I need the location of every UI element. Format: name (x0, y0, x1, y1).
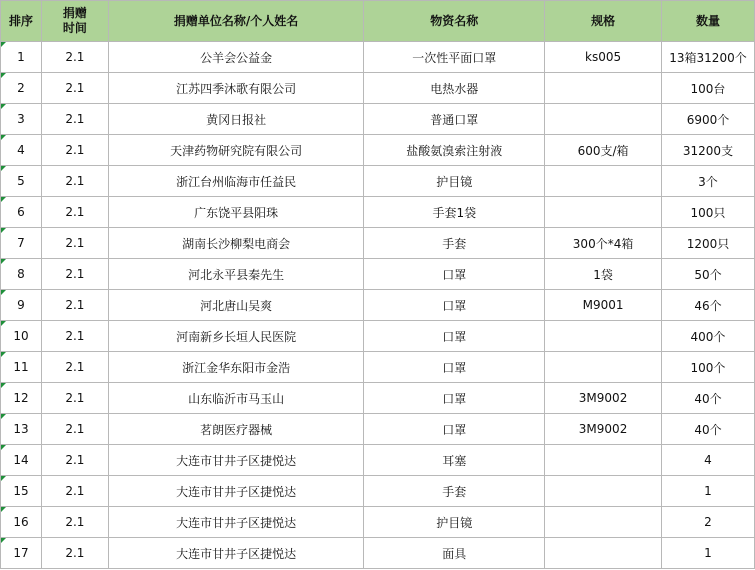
header-date-line1: 捐赠 (62, 6, 87, 20)
cell-index[interactable]: 16 (1, 507, 42, 538)
cell-date[interactable]: 2.1 (41, 476, 108, 507)
cell-quantity[interactable]: 31200支 (661, 135, 754, 166)
cell-index[interactable]: 11 (1, 352, 42, 383)
cell-spec[interactable]: 300个*4箱 (545, 228, 662, 259)
cell-index[interactable]: 7 (1, 228, 42, 259)
cell-date[interactable]: 2.1 (41, 414, 108, 445)
table-row (1, 414, 755, 445)
cell-index[interactable]: 14 (1, 445, 42, 476)
cell-donor[interactable]: 河北永平县秦先生 (108, 259, 364, 290)
cell-date[interactable]: 2.1 (41, 73, 108, 104)
cell-spec[interactable]: 600支/箱 (545, 135, 662, 166)
table-row (1, 538, 755, 569)
cell-date[interactable]: 2.1 (41, 228, 108, 259)
cell-quantity[interactable]: 46个 (661, 290, 754, 321)
cell-item[interactable]: 口罩 (364, 414, 545, 445)
header-donor[interactable]: 捐赠单位名称/个人姓名 (108, 1, 364, 42)
cell-index[interactable]: 6 (1, 197, 42, 228)
cell-quantity[interactable]: 100台 (661, 73, 754, 104)
cell-quantity[interactable]: 1200只 (661, 228, 754, 259)
cell-date[interactable]: 2.1 (41, 507, 108, 538)
cell-quantity[interactable]: 40个 (661, 414, 754, 445)
cell-spec[interactable]: ks005 (545, 42, 662, 73)
cell-spec[interactable] (545, 352, 662, 383)
cell-item[interactable]: 耳塞 (364, 445, 545, 476)
cell-spec[interactable] (545, 197, 662, 228)
cell-date[interactable]: 2.1 (41, 259, 108, 290)
cell-spec[interactable] (545, 321, 662, 352)
table-row (1, 104, 755, 135)
table-row (1, 166, 755, 197)
cell-donor[interactable]: 河北唐山吴爽 (108, 290, 364, 321)
table-row (1, 135, 755, 166)
cell-donor[interactable]: 天津药物研究院有限公司 (108, 135, 364, 166)
table-row (1, 445, 755, 476)
cell-donor[interactable]: 大连市甘井子区捷悦达 (108, 476, 364, 507)
cell-donor[interactable]: 湖南长沙柳梨电商会 (108, 228, 364, 259)
cell-index[interactable]: 1 (1, 42, 42, 73)
cell-item[interactable]: 盐酸氨溴索注射液 (364, 135, 545, 166)
cell-quantity[interactable]: 400个 (661, 321, 754, 352)
cell-index[interactable]: 3 (1, 104, 42, 135)
cell-spec[interactable] (545, 445, 662, 476)
cell-donor[interactable]: 广东饶平县阳珠 (108, 197, 364, 228)
cell-item[interactable]: 面具 (364, 538, 545, 569)
cell-item[interactable]: 普通口罩 (364, 104, 545, 135)
cell-quantity[interactable]: 100个 (661, 352, 754, 383)
cell-item[interactable]: 护目镜 (364, 507, 545, 538)
cell-date[interactable]: 2.1 (41, 104, 108, 135)
cell-donor[interactable]: 浙江金华东阳市金浩 (108, 352, 364, 383)
header-row (1, 1, 755, 42)
cell-spec[interactable] (545, 507, 662, 538)
cell-item[interactable]: 手套1袋 (364, 197, 545, 228)
cell-date[interactable]: 2.1 (41, 42, 108, 73)
cell-item[interactable]: 口罩 (364, 259, 545, 290)
cell-donor[interactable]: 浙江台州临海市任益民 (108, 166, 364, 197)
cell-date[interactable]: 2.1 (41, 321, 108, 352)
cell-date[interactable]: 2.1 (41, 166, 108, 197)
cell-index[interactable]: 5 (1, 166, 42, 197)
cell-index[interactable]: 17 (1, 538, 42, 569)
cell-index[interactable]: 8 (1, 259, 42, 290)
cell-item[interactable]: 电热水器 (364, 73, 545, 104)
cell-index[interactable]: 2 (1, 73, 42, 104)
table-row (1, 73, 755, 104)
header-quantity[interactable]: 数量 (661, 1, 754, 42)
cell-donor[interactable]: 大连市甘井子区捷悦达 (108, 538, 364, 569)
cell-quantity[interactable]: 4 (661, 445, 754, 476)
cell-index[interactable]: 4 (1, 135, 42, 166)
header-index[interactable]: 排序 (1, 1, 42, 42)
cell-quantity[interactable]: 3个 (661, 166, 754, 197)
cell-item[interactable]: 口罩 (364, 383, 545, 414)
cell-donor[interactable]: 大连市甘井子区捷悦达 (108, 507, 364, 538)
cell-index[interactable]: 13 (1, 414, 42, 445)
cell-donor[interactable]: 河南新乡长垣人民医院 (108, 321, 364, 352)
cell-spec[interactable] (545, 476, 662, 507)
cell-index[interactable]: 9 (1, 290, 42, 321)
table-row (1, 290, 755, 321)
header-item[interactable]: 物资名称 (364, 1, 545, 42)
cell-date[interactable]: 2.1 (41, 135, 108, 166)
cell-spec[interactable]: M9001 (545, 290, 662, 321)
cell-quantity[interactable]: 2 (661, 507, 754, 538)
cell-date[interactable]: 2.1 (41, 352, 108, 383)
table-row (1, 352, 755, 383)
table-row (1, 197, 755, 228)
header-spec[interactable]: 规格 (545, 1, 662, 42)
cell-item[interactable]: 手套 (364, 476, 545, 507)
cell-date[interactable]: 2.1 (41, 445, 108, 476)
cell-date[interactable]: 2.1 (41, 290, 108, 321)
cell-item[interactable]: 手套 (364, 228, 545, 259)
cell-spec[interactable]: 1袋 (545, 259, 662, 290)
table-row (1, 321, 755, 352)
cell-item[interactable]: 一次性平面口罩 (364, 42, 545, 73)
cell-donor[interactable]: 大连市甘井子区捷悦达 (108, 445, 364, 476)
cell-donor[interactable]: 公羊会公益金 (108, 42, 364, 73)
cell-spec[interactable]: 3M9002 (545, 383, 662, 414)
cell-spec[interactable] (545, 166, 662, 197)
cell-date[interactable]: 2.1 (41, 538, 108, 569)
cell-spec[interactable] (545, 73, 662, 104)
cell-donor[interactable]: 山东临沂市马玉山 (108, 383, 364, 414)
cell-item[interactable]: 护目镜 (364, 166, 545, 197)
cell-quantity[interactable]: 100只 (661, 197, 754, 228)
cell-date[interactable]: 2.1 (41, 197, 108, 228)
cell-date[interactable]: 2.1 (41, 383, 108, 414)
cell-index[interactable]: 12 (1, 383, 42, 414)
cell-quantity[interactable]: 1 (661, 476, 754, 507)
cell-donor[interactable]: 茗朗医疗器械 (108, 414, 364, 445)
cell-spec[interactable] (545, 104, 662, 135)
table-row (1, 42, 755, 73)
cell-spec[interactable] (545, 538, 662, 569)
table-row (1, 383, 755, 414)
cell-spec[interactable]: 3M9002 (545, 414, 662, 445)
header-date-line2: 时间 (62, 21, 87, 35)
cell-quantity[interactable]: 13箱31200个 (661, 42, 754, 73)
cell-quantity[interactable]: 50个 (661, 259, 754, 290)
cell-donor[interactable]: 黄冈日报社 (108, 104, 364, 135)
cell-index[interactable]: 15 (1, 476, 42, 507)
cell-quantity[interactable]: 6900个 (661, 104, 754, 135)
cell-donor[interactable]: 江苏四季沐歌有限公司 (108, 73, 364, 104)
table-row (1, 259, 755, 290)
header-date[interactable] (41, 1, 108, 42)
table-row (1, 507, 755, 538)
cell-item[interactable]: 口罩 (364, 290, 545, 321)
table-row (1, 228, 755, 259)
cell-quantity[interactable]: 1 (661, 538, 754, 569)
cell-index[interactable]: 10 (1, 321, 42, 352)
cell-item[interactable]: 口罩 (364, 321, 545, 352)
cell-item[interactable]: 口罩 (364, 352, 545, 383)
cell-quantity[interactable]: 40个 (661, 383, 754, 414)
table-row (1, 476, 755, 507)
